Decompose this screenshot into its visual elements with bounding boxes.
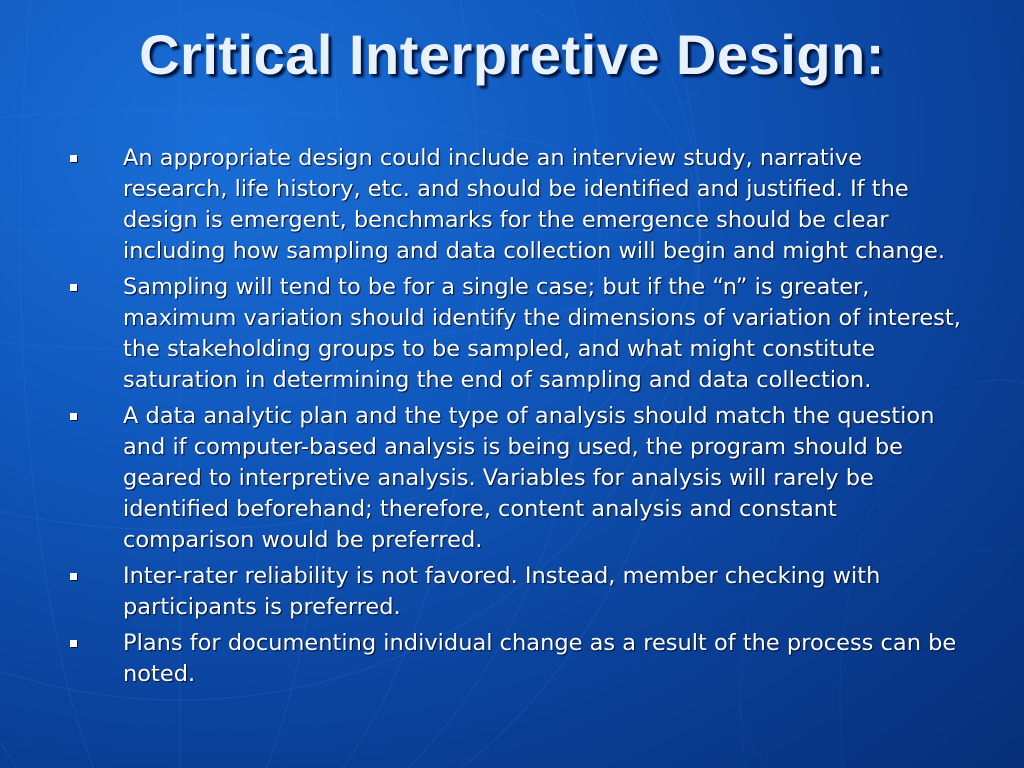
bullet-text: Plans for documenting individual change as a result of the process can be noted. bbox=[123, 630, 957, 687]
square-bullet-icon bbox=[70, 413, 77, 420]
square-bullet-icon bbox=[70, 155, 77, 162]
bullet-item-sampling bbox=[68, 272, 968, 396]
square-bullet-icon bbox=[70, 284, 77, 291]
bullet-list bbox=[68, 143, 968, 695]
bullet-text: A data analytic plan and the type of analysis should match the question and if computer-based analysis is being used, the program should be geared to interpretive analysis. Variables for analysis will rarely be identified beforehand; therefore, content analysis and constant comparison would be preferred. bbox=[123, 403, 935, 553]
bullet-item-design bbox=[68, 143, 968, 267]
bullet-text: Sampling will tend to be for a single case; but if the “n” is greater, maximum variation should identify the dimensions of variation of interest, the stakeholding groups to be sampled, and what might constitute saturation in determining the end of sampling and data collection. bbox=[123, 274, 961, 393]
bullet-item-reliability bbox=[68, 561, 968, 623]
bullet-text: An appropriate design could include an interview study, narrative research, life history, etc. and should be identified and justified. If the design is emergent, benchmarks for the emergence should be clear including how sampling and data collection will begin and might change. bbox=[123, 145, 946, 264]
bullet-item-change bbox=[68, 628, 968, 690]
bullet-item-analysis bbox=[68, 401, 968, 556]
slide-title: Critical Interpretive Design: bbox=[139, 23, 885, 86]
bullet-text: Inter-rater reliability is not favored. Instead, member checking with participants is preferred. bbox=[123, 563, 881, 620]
square-bullet-icon bbox=[70, 640, 77, 647]
square-bullet-icon bbox=[70, 573, 77, 580]
